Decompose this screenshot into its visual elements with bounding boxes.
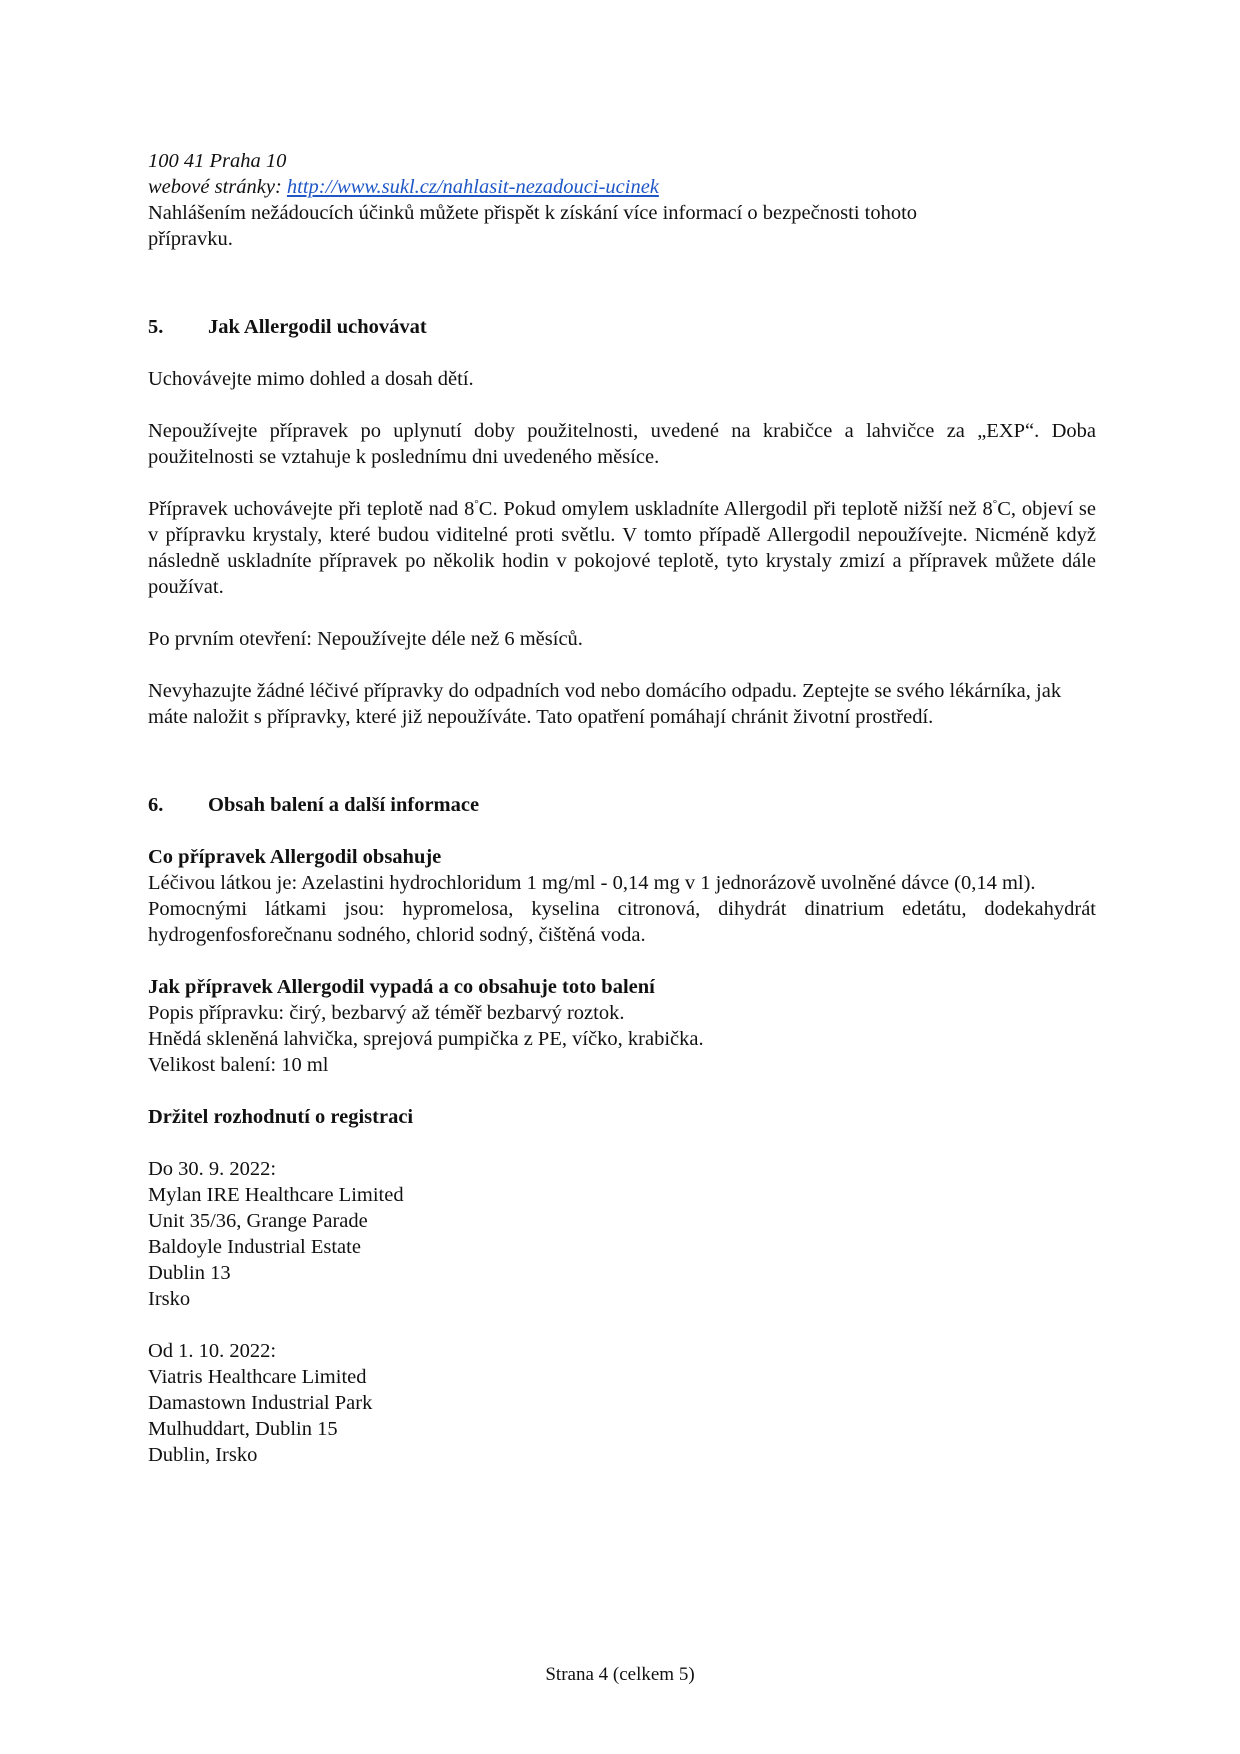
paragraph: Velikost balení: 10 ml — [148, 1054, 329, 1076]
address-line: Mulhuddart, Dublin 15 — [148, 1418, 338, 1440]
paragraph: Uchovávejte mimo dohled a dosah dětí. — [148, 368, 474, 390]
address-line: Viatris Healthcare Limited — [148, 1366, 367, 1388]
address-line: Baldoyle Industrial Estate — [148, 1236, 361, 1258]
section-number: 5. — [148, 316, 164, 338]
paragraph: Popis přípravku: čirý, bezbarvý až téměř bezbarvý roztok. — [148, 1002, 625, 1024]
address-line: Damastown Industrial Park — [148, 1392, 373, 1414]
address-line: Od 1. 10. 2022: — [148, 1340, 277, 1362]
web-label: webové stránky: — [148, 176, 282, 198]
holder-address-1 — [148, 1156, 1096, 1312]
text-fragment: C, objeví se v přípravku krystaly, které budou viditelné proti světlu. V tomto případě Allergodil nepoužívejte. Nicméně když následně uskladníte přípravek po několik hodin v pokojové teplotě, tyto krystaly zmizí a přípravek můžete dále používat. — [148, 498, 1096, 598]
paragraph: Po prvním otevření: Nepoužívejte déle než 6 měsíců. — [148, 628, 583, 650]
paragraph: Léčivou látkou je: Azelastini hydrochloridum 1 mg/ml - 0,14 mg v 1 jednorázově uvolněné dávce (0,14 ml). — [148, 872, 1036, 894]
text-fragment: Přípravek uchovávejte při teplotě nad 8 — [148, 498, 475, 520]
section-5-heading — [148, 314, 1096, 340]
subheading: Co přípravek Allergodil obsahuje — [148, 846, 442, 868]
report-note: Nahlášením nežádoucích účinků můžete přispět k získání více informací o bezpečnosti tohoto přípravku. — [148, 202, 918, 250]
holder-address-2 — [148, 1338, 1096, 1468]
address-line: 100 41 Praha 10 — [148, 150, 287, 172]
page-footer: Strana 4 (celkem 5) — [545, 1664, 695, 1685]
paragraph: Pomocnými látkami jsou: hypromelosa, kyselina citronová, dihydrát dinatrium edetátu, dodekahydrát hydrogenfosforečnanu sodného, chlorid sodný, čištěná voda. — [148, 898, 1096, 946]
address-line: Dublin 13 — [148, 1262, 231, 1284]
section-title: Jak Allergodil uchovávat — [208, 316, 427, 338]
paragraph: Hnědá skleněná lahvička, sprejová pumpička z PE, víčko, krabička. — [148, 1028, 704, 1050]
address-line: Mylan IRE Healthcare Limited — [148, 1184, 404, 1206]
address-line: Do 30. 9. 2022: — [148, 1158, 277, 1180]
address-line: Dublin, Irsko — [148, 1444, 258, 1466]
subheading: Držitel rozhodnutí o registraci — [148, 1106, 414, 1128]
address-line: Unit 35/36, Grange Parade — [148, 1210, 368, 1232]
web-link[interactable]: http://www.sukl.cz/nahlasit-nezadouci-ucinek — [286, 176, 659, 198]
address-line: Irsko — [148, 1288, 191, 1310]
degree-sign: ° — [992, 498, 998, 511]
section-number: 6. — [148, 794, 164, 816]
web-line — [148, 174, 1096, 200]
section-6-heading — [148, 792, 1096, 818]
subheading: Jak přípravek Allergodil vypadá a co obsahuje toto balení — [148, 976, 655, 998]
degree-sign: ° — [474, 498, 479, 511]
storage-temperature-paragraph — [148, 496, 1096, 600]
document-body — [148, 148, 1096, 1468]
paragraph: Nevyhazujte žádné léčivé přípravky do odpadních vod nebo domácího odpadu. Zeptejte se svého lékárníka, jak máte naložit s přípravky, které již nepoužíváte. Tato opatření pomáhají chránit životní prostředí. — [148, 680, 1062, 728]
paragraph: Nepoužívejte přípravek po uplynutí doby použitelnosti, uvedené na krabičce a lahvičce za „EXP“. Doba použitelnosti se vztahuje k poslednímu dni uvedeného měsíce. — [148, 420, 1096, 468]
text-fragment: C. Pokud omylem uskladníte Allergodil při teplotě nižší než 8 — [478, 498, 993, 520]
section-title: Obsah balení a další informace — [208, 794, 480, 816]
